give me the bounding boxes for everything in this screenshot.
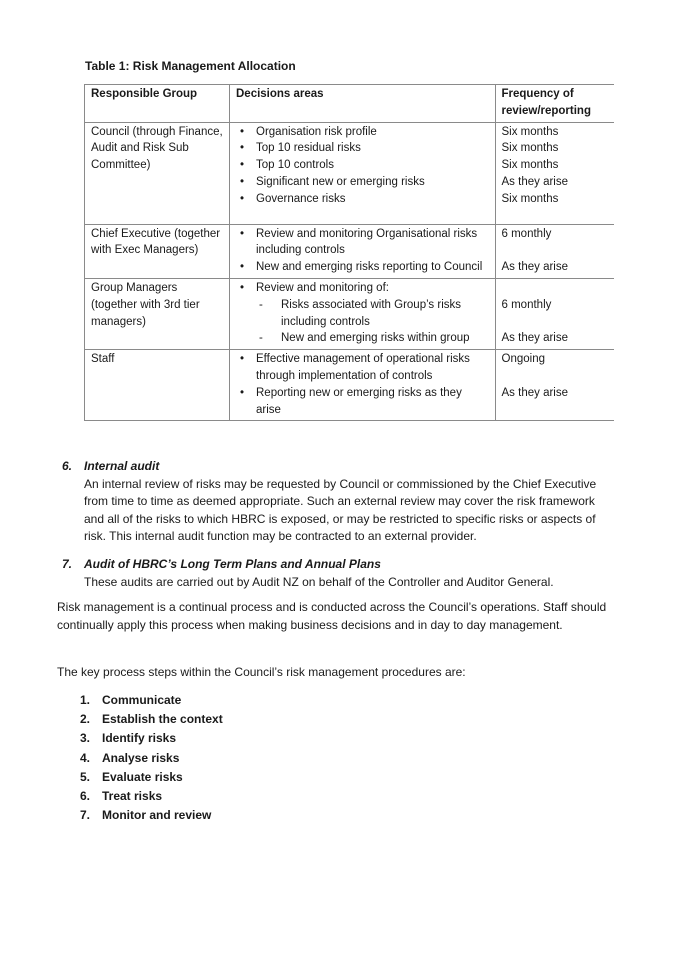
decision-item	[256, 280, 489, 347]
paragraph-continual-process: Risk management is a continual process and is conducted across the Council’s operations. Staff should continually apply this process when making business decisions and in day to day management.	[57, 600, 607, 632]
frequency-value: 6 monthly	[501, 298, 552, 311]
list-item: 3. Identify risks	[80, 731, 177, 746]
list-item: 4. Analyse risks	[80, 750, 180, 765]
decision-item: • New and emerging risks reporting to Council	[256, 259, 489, 276]
decision-subitem: - Risks associated with Group’s risks including controls	[281, 297, 489, 331]
frequency-cell	[495, 122, 614, 224]
step-label: Monitor and review	[102, 808, 212, 823]
table-row	[85, 122, 615, 224]
frequency-value: As they arise	[501, 175, 568, 188]
group-cell: Group Managers (together with 3rd tier managers)	[85, 278, 230, 349]
frequency-value: 6 monthly	[501, 227, 552, 240]
decision-item: • Organisation risk profile	[256, 124, 489, 141]
list-item: 6. Treat risks	[80, 788, 163, 803]
paragraph-key-steps-intro: The key process steps within the Council’s risk management procedures are:	[57, 665, 466, 679]
table-caption: Table 1: Risk Management Allocation	[85, 59, 296, 73]
table-row	[85, 224, 615, 278]
frequency-value: As they arise	[501, 332, 568, 345]
decision-item: • Reporting new or emerging risks as they arise	[256, 385, 489, 419]
frequency-value: Ongoing	[501, 353, 545, 366]
step-label: Evaluate risks	[102, 769, 183, 784]
frequency-value: Six months	[501, 159, 559, 172]
section-heading	[62, 556, 617, 574]
step-label: Treat risks	[102, 788, 163, 803]
decisions-cell	[230, 224, 496, 278]
section-body: These audits are carried out by Audit NZ on behalf of the Controller and Auditor General.	[84, 574, 554, 589]
decision-item: • Significant new or emerging risks	[256, 174, 489, 191]
section-title: Audit of HBRC’s Long Term Plans and Annual Plans	[84, 557, 381, 571]
frequency-value: As they arise	[501, 386, 568, 399]
decision-item: • Review and monitoring Organisational risks including controls	[256, 226, 489, 260]
frequency-value: Six months	[501, 142, 559, 155]
frequency-cell	[495, 350, 614, 421]
table-row	[85, 278, 615, 349]
section-title: Internal audit	[84, 459, 160, 473]
section-audit-plans	[62, 556, 617, 591]
column-header-group: Responsible Group	[85, 85, 230, 123]
section-body: An internal review of risks may be requested by Council or commissioned by the Chief Executive from time to time as deemed appropriate. Such an external review may cover the risk framework and all of the risks to which HBRC is exposed, or may be restricted to specific risks or aspects of risk. This internal audit function may be contracted to an external provider.	[84, 476, 597, 543]
group-cell: Council (through Finance, Audit and Risk Sub Committee)	[85, 122, 230, 224]
step-label: Establish the context	[102, 712, 223, 727]
section-heading	[62, 458, 617, 476]
decision-item: • Top 10 residual risks	[256, 140, 489, 157]
column-header-decisions: Decisions areas	[230, 85, 496, 123]
frequency-cell	[495, 224, 614, 278]
decisions-cell	[230, 278, 496, 349]
section-number: 7.	[62, 557, 73, 571]
process-steps-list	[80, 691, 223, 825]
decision-item: • Effective management of operational risks through implementation of controls	[256, 351, 489, 385]
frequency-value: Six months	[501, 125, 559, 138]
group-cell: Staff	[85, 350, 230, 421]
frequency-cell	[495, 278, 614, 349]
table-header-row	[85, 85, 615, 123]
list-item: 7. Monitor and review	[80, 808, 212, 823]
section-number: 6.	[62, 459, 73, 473]
decision-item: • Governance risks	[256, 191, 489, 208]
group-cell: Chief Executive (together with Exec Managers)	[85, 224, 230, 278]
section-internal-audit	[62, 458, 617, 546]
frequency-value: Six months	[501, 192, 559, 205]
list-item: 2. Establish the context	[80, 712, 223, 727]
risk-allocation-table	[84, 84, 614, 421]
list-item: 1. Communicate	[80, 693, 182, 707]
step-label: Analyse risks	[102, 750, 180, 765]
decision-item: • Top 10 controls	[256, 157, 489, 174]
decision-intro: Review and monitoring of:	[256, 281, 389, 294]
table-row	[85, 350, 615, 421]
decision-subitem: - New and emerging risks within group	[281, 330, 489, 347]
step-label: Identify risks	[102, 731, 177, 746]
column-header-frequency: Frequency of review/reporting	[495, 85, 614, 123]
decisions-cell	[230, 350, 496, 421]
decisions-cell	[230, 122, 496, 224]
step-label: Communicate	[102, 693, 182, 707]
list-item: 5. Evaluate risks	[80, 769, 183, 784]
frequency-value: As they arise	[501, 261, 568, 274]
